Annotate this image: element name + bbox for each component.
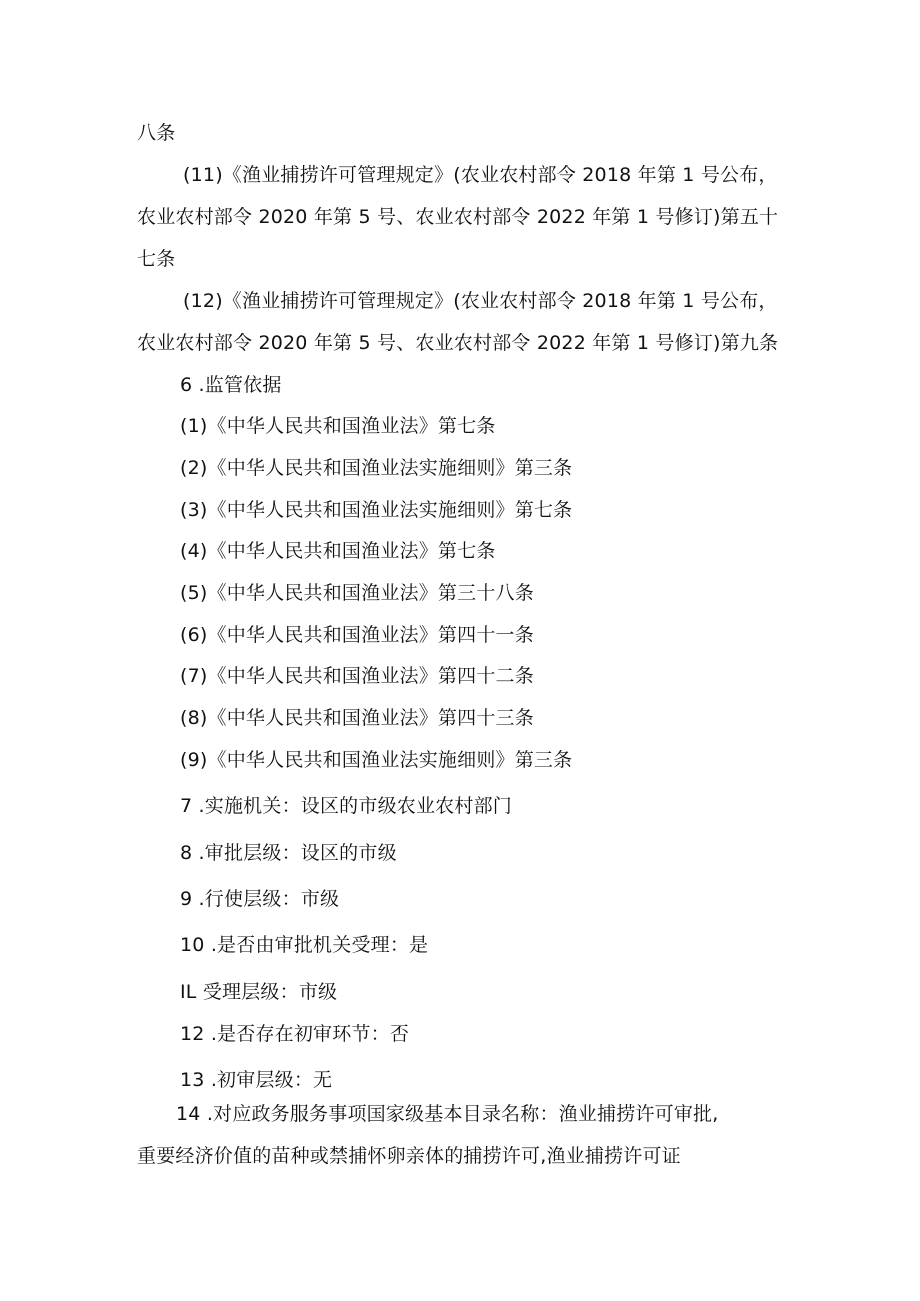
list-item: (5)《中华人民共和国渔业法》第三十八条 xyxy=(180,582,534,604)
list-item: (8)《中华人民共和国渔业法》第四十三条 xyxy=(180,707,534,729)
text-line: 农业农村部令 2020 年第 5 号、农业农村部令 2022 年第 1 号修订)第五十 xyxy=(137,206,779,228)
text-line: (12)《渔业捕捞许可管理规定》(农业农村部令 2018 年第 1 号公布， xyxy=(183,290,778,312)
list-item: (1)《中华人民共和国渔业法》第七条 xyxy=(180,415,496,437)
section-line: 12 .是否存在初审环节：否 xyxy=(180,1023,410,1045)
text-line: 八条 xyxy=(137,122,176,144)
list-item: (9)《中华人民共和国渔业法实施细则》第三条 xyxy=(180,749,573,771)
list-item: (6)《中华人民共和国渔业法》第四十一条 xyxy=(180,624,534,646)
section-line: 14 .对应政务服务事项国家级基本目录名称：渔业捕捞许可审批, xyxy=(176,1103,719,1125)
text-line: 农业农村部令 2020 年第 5 号、农业农村部令 2022 年第 1 号修订)第九条 xyxy=(137,332,779,354)
section-line: 10 .是否由审批机关受理：是 xyxy=(180,934,429,956)
list-item: (2)《中华人民共和国渔业法实施细则》第三条 xyxy=(180,457,573,479)
list-item: (7)《中华人民共和国渔业法》第四十二条 xyxy=(180,665,534,687)
section-line: 7 .实施机关：设区的市级农业农村部门 xyxy=(180,795,512,817)
section-line: 13 .初审层级：无 xyxy=(180,1069,333,1091)
section-line: IL 受理层级：市级 xyxy=(180,981,338,1003)
section-line: 9 .行使层级：市级 xyxy=(180,888,340,910)
text-line: (11)《渔业捕捞许可管理规定》(农业农村部令 2018 年第 1 号公布， xyxy=(183,164,778,186)
list-item: (4)《中华人民共和国渔业法》第七条 xyxy=(180,540,496,562)
list-item: (3)《中华人民共和国渔业法实施细则》第七条 xyxy=(180,499,573,521)
section-heading: 6 .监管依据 xyxy=(180,374,282,396)
section-line: 8 .审批层级：设区的市级 xyxy=(180,842,397,864)
text-line: 重要经济价值的苗种或禁捕怀卵亲体的捕捞许可,渔业捕捞许可证 xyxy=(137,1145,681,1167)
text-line: 七条 xyxy=(137,248,176,270)
